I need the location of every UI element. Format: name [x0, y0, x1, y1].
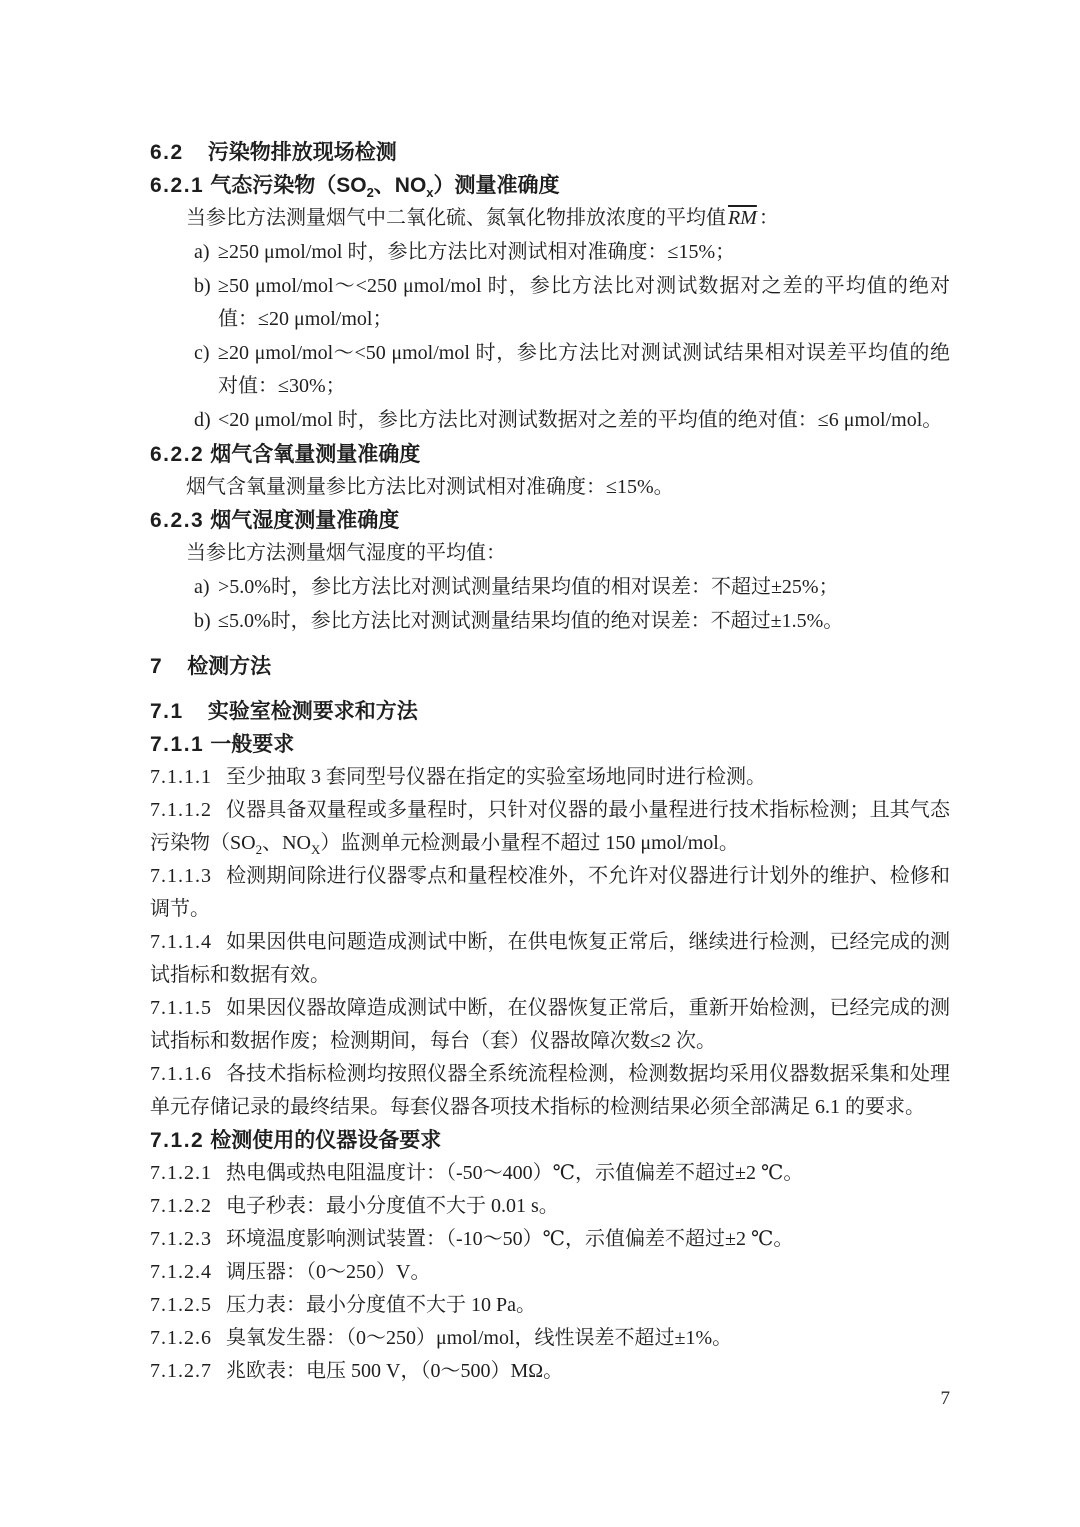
list-6-2-3 — [150, 571, 950, 638]
section-title-part: ）测量准确度 — [433, 174, 560, 197]
section-number: 6.2.1 — [150, 174, 205, 197]
paragraph-text: 当参比方法测量烟气中二氧化硫、氮氧化物排放浓度的平均值 — [186, 207, 726, 229]
clause-7-1-1-5 — [150, 992, 950, 1058]
mean-value-symbol-rm: $\overline{RM}$ — [728, 207, 757, 229]
section-title-part: 、NO — [373, 174, 427, 197]
clause-number: 7.1.1.2 — [150, 799, 212, 821]
clause-number: 7.1.2.1 — [150, 1162, 212, 1184]
section-number: 7 — [150, 655, 164, 678]
subscript: 2 — [255, 842, 263, 857]
clause-text-part: ）监测单元检测最小量程不超过 150 μmol/mol。 — [320, 832, 739, 854]
section-number: 7.1.2 — [150, 1129, 205, 1152]
clause-number: 7.1.1.6 — [150, 1063, 212, 1085]
clause-7-1-2-6 — [150, 1322, 950, 1355]
list-item — [150, 571, 950, 604]
paragraph-text: 当参比方法测量烟气湿度的平均值： — [186, 542, 506, 564]
heading-6-2-2 — [150, 438, 950, 471]
heading-6-2-1 — [150, 169, 950, 202]
clause-number: 7.1.2.6 — [150, 1327, 212, 1349]
clause-text: 如果因供电问题造成测试中断，在供电恢复正常后，继续进行检测，已经完成的测试指标和数据有效。 — [150, 931, 950, 986]
list-marker: a) — [194, 241, 210, 263]
clause-text-part: 、NO — [262, 832, 311, 854]
section-title: 实验室检测要求和方法 — [207, 700, 418, 723]
section-title: 烟气湿度测量准确度 — [210, 509, 400, 532]
heading-6-2-3 — [150, 504, 950, 537]
clause-7-1-1-2 — [150, 794, 950, 860]
clause-number: 7.1.1.1 — [150, 766, 212, 788]
list-marker: b) — [194, 610, 211, 632]
clause-7-1-1-4 — [150, 926, 950, 992]
section-title: 检测方法 — [187, 655, 272, 678]
section-number: 6.2.3 — [150, 509, 205, 532]
heading-7-1-1 — [150, 728, 950, 761]
list-item-text: ≥20 μmol/mol～<50 μmol/mol 时，参比方法比对测试测试结果相对误差平均值的绝对值：≤30%； — [218, 342, 950, 397]
clause-number: 7.1.1.3 — [150, 865, 212, 887]
section-title: 检测使用的仪器设备要求 — [210, 1129, 442, 1152]
list-item-text: <20 μmol/mol 时，参比方法比对测试数据对之差的平均值的绝对值：≤6 μmol/mol。 — [218, 409, 943, 431]
heading-7 — [150, 650, 950, 683]
clause-7-1-2-1 — [150, 1157, 950, 1190]
list-marker: b) — [194, 275, 211, 297]
clause-7-1-1-1 — [150, 761, 950, 794]
list-item-text: ≥50 μmol/mol～<250 μmol/mol 时，参比方法比对测试数据对之差的平均值的绝对值：≤20 μmol/mol； — [218, 275, 950, 330]
list-marker: a) — [194, 576, 210, 598]
clause-text: 至少抽取 3 套同型号仪器在指定的实验室场地同时进行检测。 — [226, 766, 766, 788]
clause-number: 7.1.2.5 — [150, 1294, 212, 1316]
section-number: 7.1.1 — [150, 733, 205, 756]
paragraph-6-2-3-intro — [150, 537, 950, 570]
heading-7-1-2 — [150, 1124, 950, 1157]
paragraph-6-2-1-intro — [150, 202, 950, 235]
clause-number: 7.1.2.2 — [150, 1195, 212, 1217]
clause-7-1-2-5 — [150, 1289, 950, 1322]
clause-text: 环境温度影响测试装置：（-10～50）℃，示值偏差不超过±2 ℃。 — [226, 1228, 794, 1250]
clause-number: 7.1.2.4 — [150, 1261, 212, 1283]
paragraph-6-2-2 — [150, 471, 950, 504]
section-title: 一般要求 — [210, 733, 295, 756]
section-number: 7.1 — [150, 700, 184, 723]
list-6-2-1 — [150, 236, 950, 437]
section-title: 烟气含氧量测量准确度 — [210, 443, 421, 466]
heading-7-1 — [150, 695, 950, 728]
clause-text: 热电偶或热电阻温度计：（-50～400）℃，示值偏差不超过±2 ℃。 — [226, 1162, 804, 1184]
clause-7-1-2-7 — [150, 1355, 950, 1388]
clause-7-1-2-4 — [150, 1256, 950, 1289]
clause-text: 调压器：（0～250）V。 — [226, 1261, 431, 1283]
paragraph-text: 烟气含氧量测量参比方法比对测试相对准确度：≤15%。 — [186, 476, 674, 498]
list-item — [150, 404, 950, 437]
list-item-text: ≥250 μmol/mol 时，参比方法比对测试相对准确度：≤15%； — [218, 241, 736, 263]
section-title: 污染物排放现场检测 — [207, 141, 397, 164]
list-marker: c) — [194, 342, 210, 364]
clause-7-1-1-3 — [150, 860, 950, 926]
clause-text-part: 仪器具备双量程或多量程时，只针对仪器的最小量程进行技术指标检测；且其气态污染物（SO — [150, 799, 950, 854]
heading-6-2 — [150, 136, 950, 169]
section-title-part: 气态污染物（SO — [210, 174, 367, 197]
subscript: 2 — [366, 185, 374, 201]
clause-number: 7.1.1.5 — [150, 997, 212, 1019]
list-item — [150, 337, 950, 403]
list-item — [150, 236, 950, 269]
clause-7-1-1-6 — [150, 1058, 950, 1124]
clause-7-1-2-2 — [150, 1190, 950, 1223]
clause-7-1-2-3 — [150, 1223, 950, 1256]
list-marker: d) — [194, 409, 211, 431]
list-item — [150, 605, 950, 638]
list-item-text: ≤5.0%时，参比方法比对测试测量结果均值的绝对误差：不超过±1.5%。 — [218, 610, 844, 632]
clause-number: 7.1.2.7 — [150, 1360, 212, 1382]
clause-text: 检测期间除进行仪器零点和量程校准外，不允许对仪器进行计划外的维护、检修和调节。 — [150, 865, 950, 920]
clause-text: 各技术指标检测均按照仪器全系统流程检测，检测数据均采用仪器数据采集和处理单元存储记录的最终结果。每套仪器各项技术指标的检测结果必须全部满足 6.1 的要求。 — [150, 1063, 950, 1118]
clause-text: 如果因仪器故障造成测试中断，在仪器恢复正常后，重新开始检测，已经完成的测试指标和数据作废；检测期间，每台（套）仪器故障次数≤2 次。 — [150, 997, 950, 1052]
clause-number: 7.1.1.4 — [150, 931, 212, 953]
page-number: 7 — [940, 1388, 950, 1409]
clause-number: 7.1.2.3 — [150, 1228, 212, 1250]
section-number: 6.2.2 — [150, 443, 205, 466]
clause-text: 压力表：最小分度值不大于 10 Pa。 — [226, 1294, 536, 1316]
section-number: 6.2 — [150, 141, 184, 164]
clause-text: 兆欧表：电压 500 V，（0～500）MΩ。 — [226, 1360, 564, 1382]
subscript: x — [426, 185, 434, 201]
paragraph-text: ： — [758, 207, 779, 229]
list-item-text: >5.0%时，参比方法比对测试测量结果均值的相对误差：不超过±25%； — [218, 576, 839, 598]
page-content — [150, 136, 950, 1388]
clause-text: 电子秒表：最小分度值不大于 0.01 s。 — [226, 1195, 559, 1217]
list-item — [150, 270, 950, 336]
subscript: X — [310, 842, 321, 857]
clause-text: 臭氧发生器：（0～250）μmol/mol，线性误差不超过±1%。 — [226, 1327, 733, 1349]
